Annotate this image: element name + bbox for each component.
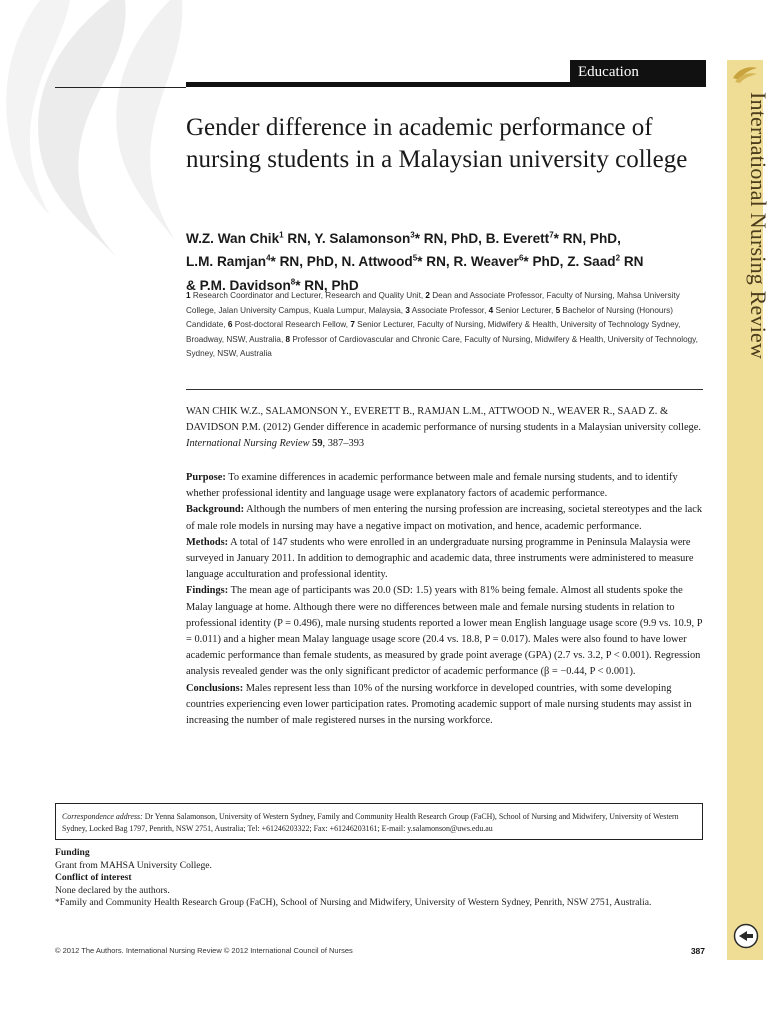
- author: W.Z. Wan Chik$^1$ RN,: [186, 230, 315, 246]
- citation: WAN CHIK W.Z., SALAMONSON Y., EVERETT B., RAMJAN L.M., ATTWOOD N., WEAVER R., SAAD Z. & DAVIDSON P.M. (2012) Gender difference in academic performance of nursing students in a Malaysian university college. International Nursing Review 59, 387–393: [186, 406, 701, 450]
- copyright: © 2012 The Authors. International Nursing Review © 2012 International Council of Nurses: [55, 946, 353, 955]
- correspondence-box: Correspondence address: Dr Yenna Salamonson, University of Western Sydney, Family and Community Health Research Group (FaCH), School of Nursing and Midwifery, University of Western Sydney, Locked Bag 1797, Penrith, NSW 2751, Australia; Tel: +61246203322; Fax: +61246203161; E-mail: y.salamonson@uws.edu.au: [55, 803, 703, 840]
- abstract-purpose: Purpose: To examine differences in academic performance between male and female nursing students, and to identify whether professional identity and language usage were explanatory factors of academic performance.: [186, 472, 678, 500]
- abstract-conclusions: Conclusions: Males represent less than 10% of the nursing workforce in developed countries, with some developing countries experiencing even lower participation rates. Promoting academic support of male nursing students may assist in increasing the number of male registered nurses in the nursing workforce.: [186, 682, 692, 727]
- affiliation-footnote: *Family and Community Health Research Group (FaCH), School of Nursing and Midwifery, University of Western Sydney, Penrith, NSW 2751, Australia.: [55, 897, 652, 909]
- funding-text: Grant from MAHSA University College.: [55, 859, 212, 871]
- affiliations: 1 Research Coordinator and Lecturer, Research and Quality Unit, 2 Dean and Associate Professor, Faculty of Nursing, Mahsa University College, Jalan University Campus, Kuala Lumpur, Malaysia, 3 Associate Professor, 4 Senior Lecturer, 5 Bachelor of Nursing (Honours) Candidate, 6 Post-doctoral Research Fellow, 7 Senior Lecturer, Faculty of Nursing, Midwifery & Health, University of Technology Sydney, Broadway, NSW, Australia, 8 Professor of Cardiovascular and Chronic Care, Faculty of Nursing, Midwifery & Health, University of Technology, Sydney, NSW, Australia: [186, 291, 698, 359]
- page-footer: [55, 946, 705, 955]
- section-tab: Education: [570, 60, 706, 84]
- page-number: 387: [690, 946, 705, 956]
- funding-heading: Funding: [55, 847, 90, 858]
- abstract-background: Background: Although the numbers of men entering the nursing profession are increasing, societal stereotypes and the lack of male role models in nursing may have a negative impact on motivation, and hence, academic performance.: [186, 504, 703, 532]
- journal-flame-logo: [0, 0, 190, 260]
- abstract: [186, 470, 704, 729]
- article-notes: [55, 847, 715, 910]
- author: Z. Saad$^2$ RN: [567, 253, 644, 270]
- navigation-arrow-icon[interactable]: [733, 923, 759, 949]
- author: N. Attwood$^5$* RN,: [341, 253, 454, 270]
- author: L.M. Ramjan$^4$* RN, PhD,: [186, 253, 342, 270]
- author-list: [186, 225, 716, 296]
- abstract-methods: Methods: A total of 147 students who were enrolled in an undergraduate nursing programme in Peninsula Malaysia were surveyed in January 2011. In addition to demographic and academic data, three instruments were administered to measure language acculturation and professional identity.: [186, 536, 694, 581]
- journal-mark-icon: [731, 62, 759, 84]
- author: R. Weaver$^6$* PhD,: [453, 253, 568, 270]
- author: & P.M. Davidson$^8$* RN, PhD: [186, 277, 359, 293]
- conflict-heading: Conflict of interest: [55, 872, 132, 884]
- author: Y. Salamonson$^3$* RN, PhD,: [314, 230, 486, 246]
- abstract-findings: Findings: The mean age of participants was 20.0 (SD: 1.5) years with 81% being female. Almost all students spoke the Malay language at home. Although there were no differences between male and female nursing students in relation to professional identity (P = 0.496), male nursing students reported a lower mean English language usage score (9.9 vs. 10.9, P = 0.011) and a higher mean Malay language usage score (20.4 vs. 18.8, P = 0.017). Males were also found to have lower academic performance than female students, as measured by grade point average (GPA) (2.7 vs. 3.2, P < 0.001). Regression analysis revealed gender was the only significant predictor of academic performance (β = −0.44, P < 0.001).: [186, 585, 703, 678]
- author: B. Everett$^7$* RN, PhD,: [485, 230, 621, 246]
- journal-name: International Nursing Review: [746, 92, 771, 360]
- header-rule-left: [55, 87, 186, 88]
- article-title: Gender difference in academic performance of nursing students in a Malaysian university college: [186, 114, 688, 173]
- conflict-text: None declared by the authors.: [55, 884, 170, 896]
- section-divider: [186, 389, 703, 390]
